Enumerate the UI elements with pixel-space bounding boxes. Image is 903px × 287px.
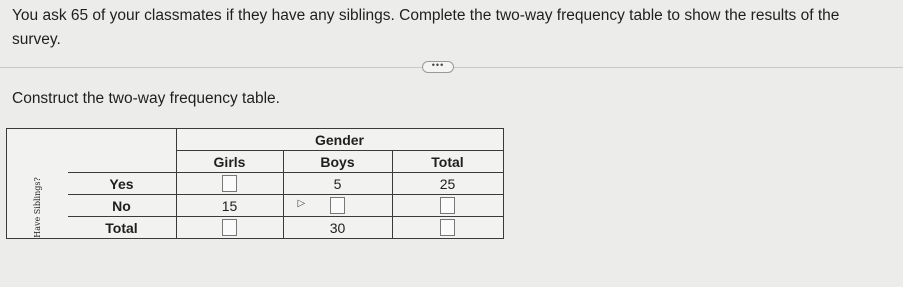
cell-yes-total: 25 <box>392 173 503 195</box>
cell-no-total <box>392 195 503 217</box>
side-header-cell <box>7 151 68 173</box>
row-label-total: Total <box>68 217 177 239</box>
expand-more-button[interactable]: ••• <box>422 61 454 73</box>
row-label-yes: Yes <box>68 173 177 195</box>
question-text: You ask 65 of your classmates if they have any siblings. Complete the two-way frequency table to show the results of the survey. <box>12 7 840 48</box>
header-boys: Boys <box>283 151 392 173</box>
corner-cell <box>7 129 68 151</box>
cell-no-girls: 15 <box>176 195 283 217</box>
cell-total-girls <box>176 217 283 239</box>
header-girls: Girls <box>176 151 283 173</box>
column-group-header: Gender <box>176 129 503 151</box>
table-row <box>7 217 504 239</box>
table-row <box>7 195 504 217</box>
side-header <box>7 173 68 239</box>
prompt-text: Construct the two-way frequency table. <box>12 90 280 107</box>
answer-input-no-boys[interactable] <box>330 197 345 214</box>
corner-cell <box>68 151 177 173</box>
answer-input-yes-girls[interactable] <box>222 175 237 192</box>
cell-total-total <box>392 217 503 239</box>
row-label-no: No <box>68 195 177 217</box>
table-row <box>7 173 504 195</box>
answer-input-total-girls[interactable] <box>222 219 237 236</box>
header-total: Total <box>392 151 503 173</box>
answer-input-total-total[interactable] <box>440 219 455 236</box>
cell-no-boys <box>283 195 392 217</box>
cell-yes-girls <box>176 173 283 195</box>
cell-total-boys: 30 <box>283 217 392 239</box>
corner-cell <box>68 129 177 151</box>
cell-yes-boys: 5 <box>283 173 392 195</box>
answer-input-no-total[interactable] <box>440 197 455 214</box>
two-way-frequency-table <box>6 128 504 239</box>
mouse-cursor-icon: ▷ <box>297 198 306 209</box>
side-header-label: Have Siblings? <box>32 177 42 238</box>
